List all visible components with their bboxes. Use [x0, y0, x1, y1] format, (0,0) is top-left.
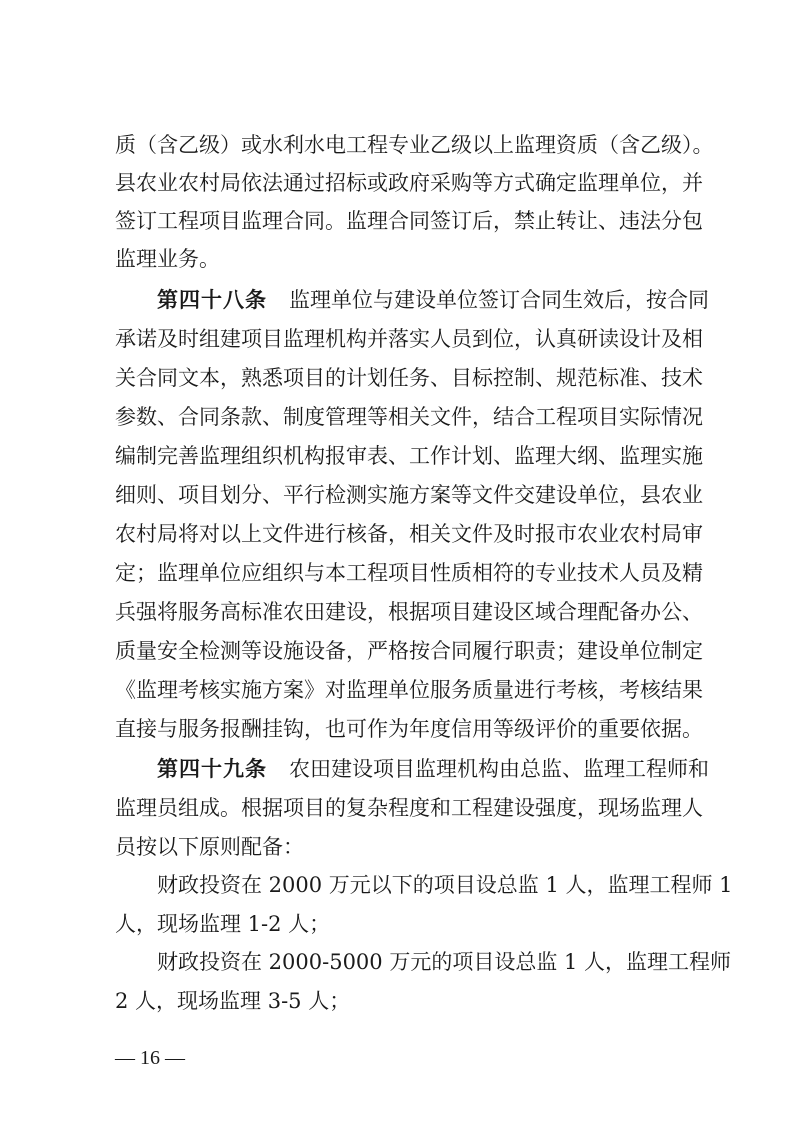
text-span: 农村局将对以上文件进行核备，相关文件及时报市农业农村局审	[115, 522, 703, 546]
text-span: 监理员组成。根据项目的复杂程度和工程建设强度，现场监理人	[115, 796, 703, 820]
text-line	[115, 128, 714, 162]
text-line	[115, 204, 703, 238]
text-span: 监理单位与建设单位签订合同生效后，按合同	[289, 288, 709, 312]
text-line	[157, 868, 733, 902]
text-line	[115, 322, 703, 356]
text-line	[115, 361, 703, 395]
text-line	[115, 634, 703, 668]
article-48-first-line	[157, 283, 709, 317]
text-span: 签订工程项目监理合同。监理合同签订后，禁止转让、违法分包	[115, 209, 703, 233]
text-line	[115, 478, 703, 512]
text-span: 2 人，现场监理 3-5 人；	[115, 989, 351, 1013]
text-line	[115, 242, 703, 276]
text-span: 监理业务。	[115, 247, 220, 271]
text-span: 关合同文本，熟悉项目的计划任务、目标控制、规范标准、技术	[115, 366, 703, 390]
text-span: 质量安全检测等设施设备，严格按合同履行职责；建设单位制定	[115, 639, 703, 663]
text-line	[115, 791, 703, 825]
text-span: 质（含乙级）或水利水电工程专业乙级以上监理资质（含乙级）。	[115, 133, 714, 157]
article-49-label: 第四十九条	[157, 757, 267, 781]
text-span: 直接与服务报酬挂钩，也可作为年度信用等级评价的重要依据。	[115, 717, 703, 741]
text-line	[115, 595, 703, 629]
text-span: 定；监理单位应组织与本工程项目性质相符的专业技术人员及精	[115, 561, 703, 585]
text-line	[115, 517, 703, 551]
page-number: — 16 —	[115, 1047, 185, 1069]
text-span: 人，现场监理 1-2 人；	[115, 912, 331, 936]
text-span: 承诺及时组建项目监理机构并落实人员到位，认真研读设计及相	[115, 327, 703, 351]
text-span: 农田建设项目监理机构由总监、监理工程师和	[289, 757, 709, 781]
text-span: 财政投资在 2000 万元以下的项目设总监 1 人，监理工程师 1	[157, 873, 733, 897]
text-line	[115, 907, 703, 941]
text-line	[115, 673, 703, 707]
text-line	[115, 166, 703, 200]
text-span: 财政投资在 2000-5000 万元的项目设总监 1 人，监理工程师	[157, 950, 732, 974]
text-span: 员按以下原则配备：	[115, 835, 304, 859]
text-line	[115, 830, 703, 864]
text-line	[115, 439, 703, 473]
text-line	[115, 984, 703, 1018]
text-span: 细则、项目划分、平行检测实施方案等文件交建设单位，县农业	[115, 483, 703, 507]
article-48-label: 第四十八条	[157, 288, 267, 312]
text-span: 县农业农村局依法通过招标或政府采购等方式确定监理单位，并	[115, 171, 703, 195]
text-line	[157, 945, 732, 979]
text-span: 兵强将服务高标准农田建设，根据项目建设区域合理配备办公、	[115, 600, 703, 624]
text-span: 编制完善监理组织机构报审表、工作计划、监理大纲、监理实施	[115, 444, 703, 468]
text-span: 参数、合同条款、制度管理等相关文件，结合工程项目实际情况	[115, 405, 703, 429]
text-line	[115, 400, 703, 434]
text-line	[115, 556, 703, 590]
article-49-first-line	[157, 752, 709, 786]
text-line	[115, 712, 703, 746]
text-span: 《监理考核实施方案》对监理单位服务质量进行考核，考核结果	[115, 678, 703, 702]
